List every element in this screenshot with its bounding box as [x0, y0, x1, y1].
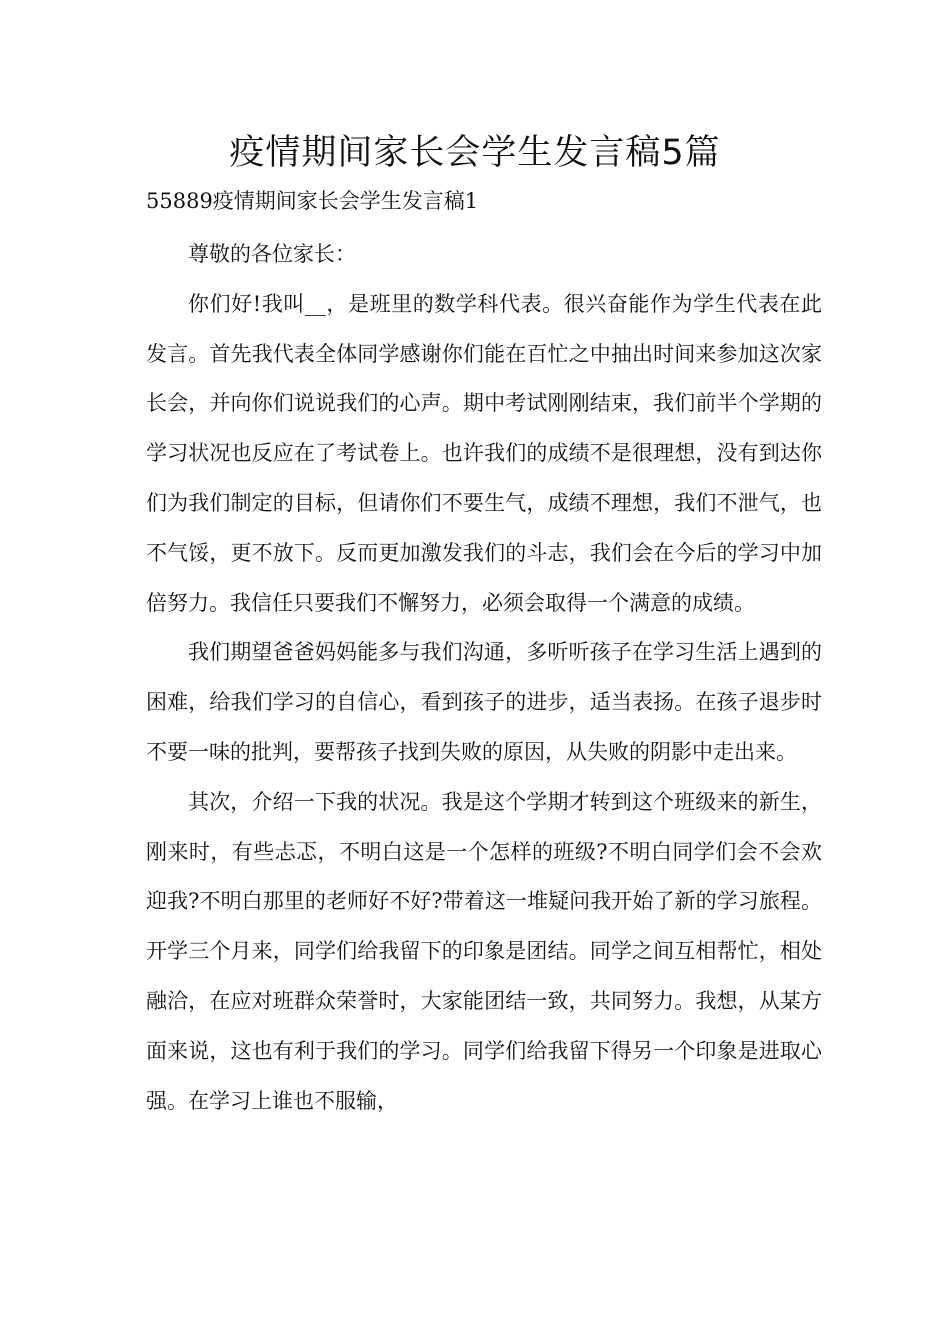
- document-body: [146, 230, 822, 1126]
- document-subtitle: 55889疫情期间家长会学生发言稿1: [146, 189, 479, 213]
- body-paragraph: 其次，介绍一下我的状况。我是这个学期才转到这个班级来的新生，刚来时，有些忐忑，不明白这是一个怎样的班级?不明白同学们会不会欢迎我?不明白那里的老师好不好?带着这一堆疑问我开始了新的学习旅程。开学三个月来，同学们给我留下的印象是团结。同学之间互相帮忙，相处融洽，在应对班群众荣誉时，大家能团结一致，共同努力。我想，从某方面来说，这也有利于我们的学习。同学们给我留下得另一个印象是进取心强。在学习上谁也不服输，: [146, 789, 822, 1113]
- body-paragraph: 我们期望爸爸妈妈能多与我们沟通，多听听孩子在学习生活上遇到的困难，给我们学习的自信心，看到孩子的进步，适当表扬。在孩子退步时不要一味的批判，要帮孩子找到失败的原因，从失败的阴影中走出来。: [146, 640, 822, 764]
- salutation-paragraph: 尊敬的各位家长：: [188, 242, 356, 266]
- document-title: 疫情期间家长会学生发言稿5篇: [229, 133, 721, 173]
- body-paragraph: 你们好!我叫__，是班里的数学科代表。很兴奋能作为学生代表在此发言。首先我代表全体同学感谢你们能在百忙之中抽出时间来参加这次家长会，并向你们说说我们的心声。期中考试刚刚结束，我们前半个学期的学习状况也反应在了考试卷上。也许我们的成绩不是很理想，没有到达你们为我们制定的目标，但请你们不要生气，成绩不理想，我们不泄气，也不气馁，更不放下。反而更加激发我们的斗志，我们会在今后的学习中加倍努力。我信任只要我们不懈努力，必须会取得一个满意的成绩。: [146, 291, 822, 615]
